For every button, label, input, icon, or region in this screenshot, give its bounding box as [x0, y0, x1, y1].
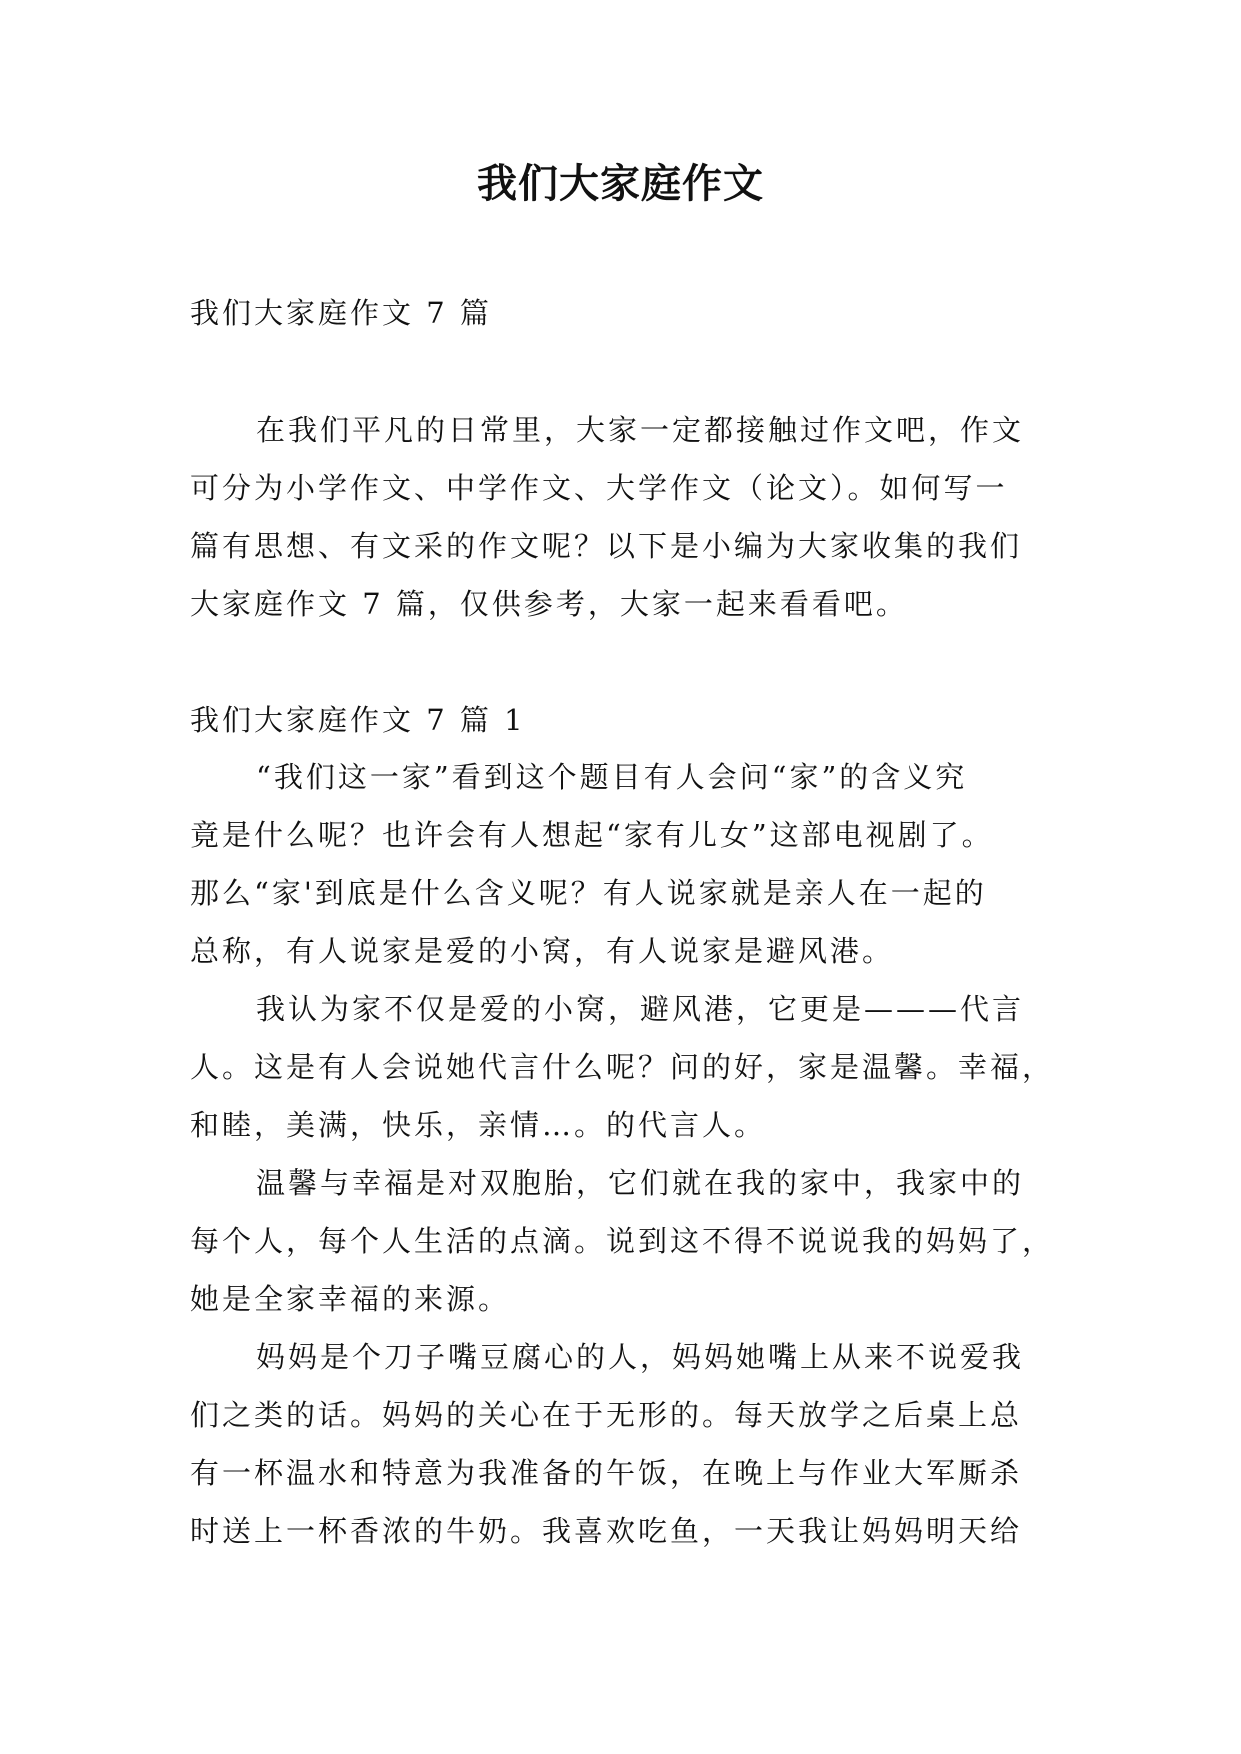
intro-line-3: 篇有思想、有文采的作文呢？以下是小编为大家收集的我们 — [190, 529, 1023, 563]
body-line-1: “我们这一家”看到这个题目有人会问“家”的含义究 — [256, 760, 968, 794]
body-line-2: 竟是什么呢？也许会有人想起“家有儿女”这部电视剧了。 — [190, 818, 994, 852]
document-title: 我们大家庭作文 — [477, 161, 764, 207]
body-line-4: 总称，有人说家是爱的小窝，有人说家是避风港。 — [190, 934, 895, 968]
section-heading: 我们大家庭作文 7 篇 1 — [190, 703, 526, 737]
body-line-6: 人。这是有人会说她代言什么呢？问的好，家是温馨。幸福， — [190, 1050, 1055, 1084]
body-line-13: 有一杯温水和特意为我准备的午饭，在晚上与作业大军厮杀 — [190, 1456, 1023, 1490]
document-subtitle: 我们大家庭作文 7 篇 — [190, 296, 492, 330]
body-line-14: 时送上一杯香浓的牛奶。我喜欢吃鱼，一天我让妈妈明天给 — [190, 1514, 1023, 1548]
body-line-5: 我认为家不仅是爱的小窝，避风港，它更是———代言 — [256, 992, 1025, 1026]
body-line-10: 她是全家幸福的来源。 — [190, 1282, 511, 1316]
body-line-12: 们之类的话。妈妈的关心在于无形的。每天放学之后桌上总 — [190, 1398, 1023, 1432]
body-line-8: 温馨与幸福是对双胞胎，它们就在我的家中，我家中的 — [256, 1166, 1025, 1200]
intro-line-1: 在我们平凡的日常里，大家一定都接触过作文吧，作文 — [256, 413, 1025, 447]
intro-line-2: 可分为小学作文、中学作文、大学作文（论文）。如何写一 — [190, 471, 1008, 505]
body-line-7: 和睦，美满，快乐，亲情…。的代言人。 — [190, 1108, 767, 1142]
body-line-3: 那么“家'到底是什么含义呢？有人说家就是亲人在一起的 — [190, 876, 987, 910]
intro-line-4: 大家庭作文 7 篇，仅供参考，大家一起来看看吧。 — [190, 587, 908, 621]
body-line-9: 每个人，每个人生活的点滴。说到这不得不说说我的妈妈了， — [190, 1224, 1055, 1258]
body-line-11: 妈妈是个刀子嘴豆腐心的人，妈妈她嘴上从来不说爱我 — [256, 1340, 1025, 1374]
